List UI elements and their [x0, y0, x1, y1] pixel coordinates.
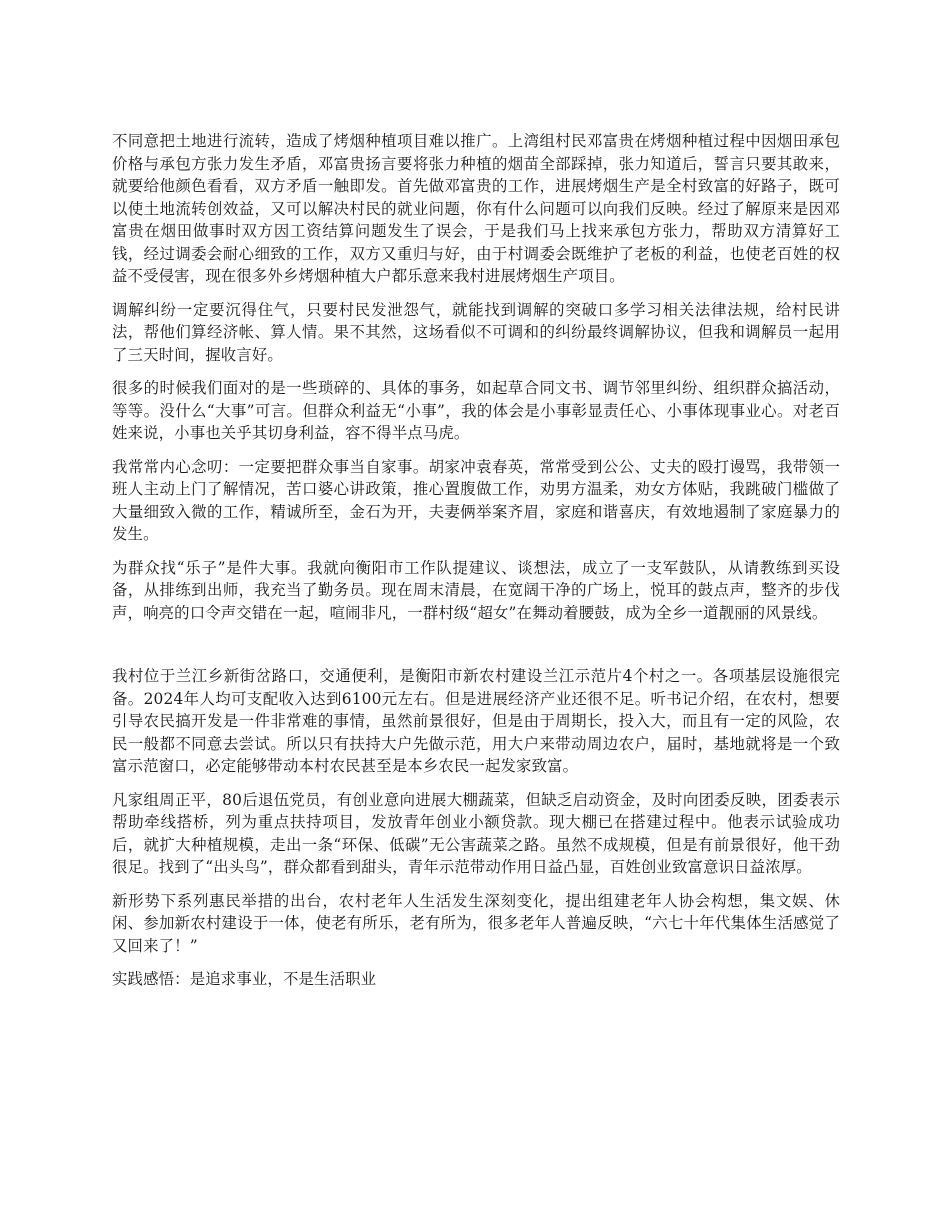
paragraph-family-affairs: 我常常内心念叨：一定要把群众事当自家事。胡家冲袁春英，常常受到公公、丈夫的殴打谩骂，我带领一班人主动上门了解情况，苦口婆心讲政策，推心置腹做工作，劝男方温柔，劝女方体贴，我跳破门槛做了大量细致入微的工作，精诚所至，金石为开，夫妻俩举案齐眉，家庭和谐喜庆，有效地遏制了家庭暴力的发生。	[112, 457, 840, 543]
paragraph-land-transfer: 不同意把土地进行流转，造成了烤烟种植项目难以推广。上湾组村民邓富贵在烤烟种植过程中因烟田承包价格与承包方张力发生矛盾，邓富贵扬言要将张力种植的烟苗全部踩掉，张力知道后，誓言只要其敢来，就要给他颜色看看，双方矛盾一触即发。首先做邓富贵的工作，进展烤烟生产是全村致富的好路子，既可以使土地流转创效益，又可以解决村民的就业问题，你有什么问题可以向我们反映。经过了解原来是因邓富贵在烟田做事时双方因工资结算问题发生了误会，于是我们马上找来承包方张力，帮助双方清算好工钱，经过调委会耐心细致的工作，双方又重归与好，由于村调委会既维护了老板的利益，也使老百姓的权益不受侵害，现在很多外乡烤烟种植大户都乐意来我村进展烤烟生产项目。	[112, 132, 840, 285]
paragraph-reflection: 实践感悟：是追求事业，不是生活职业	[112, 970, 377, 988]
paragraph-drum-team: 为群众找“乐子”是件大事。我就向衡阳市工作队提建议、谈想法，成立了一支军鼓队，从请教练到买设备，从排练到出师，我充当了勤务员。现在周末清晨，在宽阔干净的广场上，悦耳的鼓点声，整齐的步伐声，响亮的口令声交错在一起，喧闹非凡，一群村级“超女”在舞动着腰鼓，成为全乡一道靓丽的风景线。	[112, 558, 840, 622]
document-body	[112, 130, 840, 1002]
paragraph-elderly-association: 新形势下系列惠民举措的出台，农村老年人生活发生深刻变化，提出组建老年人协会构想，集文娱、休闲、参加新农村建设于一体，使老有所乐，老有所为，很多老年人普遍反映，“六七十年代集体生活感觉了又回来了！”	[112, 891, 840, 955]
paragraph-small-matters: 很多的时候我们面对的是一些琐碎的、具体的事务，如起草合同文书、调节邻里纠纷、组织群众搞活动，等等。没什么“大事”可言。但群众利益无“小事”，我的体会是小事彰显责任心、小事体现事业心。对老百姓来说，小事也关乎其切身利益，容不得半点马虎。	[112, 379, 840, 442]
section-gap	[112, 635, 840, 665]
paragraph-greenhouse: 凡家组周正平，80后退伍党员，有创业意向进展大棚蔬菜，但缺乏启动资金，及时向团委反映，团委表示帮助牵线搭桥，列为重点扶持项目，发放青年创业小额贷款。现大棚已在搭建过程中。他表示试验成功后，就扩大种植规模，走出一条“环保、低碳”无公害蔬菜之路。虽然不成规模，但是有前景很好，他干劲很足。找到了“出头鸟”，群众都看到甜头，青年示范带动作用日益凸显，百姓创业致富意识日益浓厚。	[112, 790, 840, 876]
paragraph-mediation: 调解纠纷一定要沉得住气，只要村民发泄怨气，就能找到调解的突破口多学习相关法律法规，给村民讲法，帮他们算经济帐、算人情。果不其然，这场看似不可调和的纠纷最终调解协议，但我和调解员一起用了三天时间，握收言好。	[112, 300, 840, 364]
paragraph-village-overview: 我村位于兰江乡新街岔路口，交通便利，是衡阳市新农村建设兰江示范片4个村之一。各项基层设施很完备。2024年人均可支配收入达到6100元左右。但是进展经济产业还很不足。听书记介绍，在农村，想要引导农民搞开发是一件非常难的事情，虽然前景很好，但是由于周期长，投入大，而且有一定的风险，农民一般都不同意去尝试。所以只有扶持大户先做示范，用大户来带动周边农户，届时，基地就将是一个致富示范窗口，必定能够带动本村农民甚至是本乡农民一起发家致富。	[112, 667, 840, 775]
